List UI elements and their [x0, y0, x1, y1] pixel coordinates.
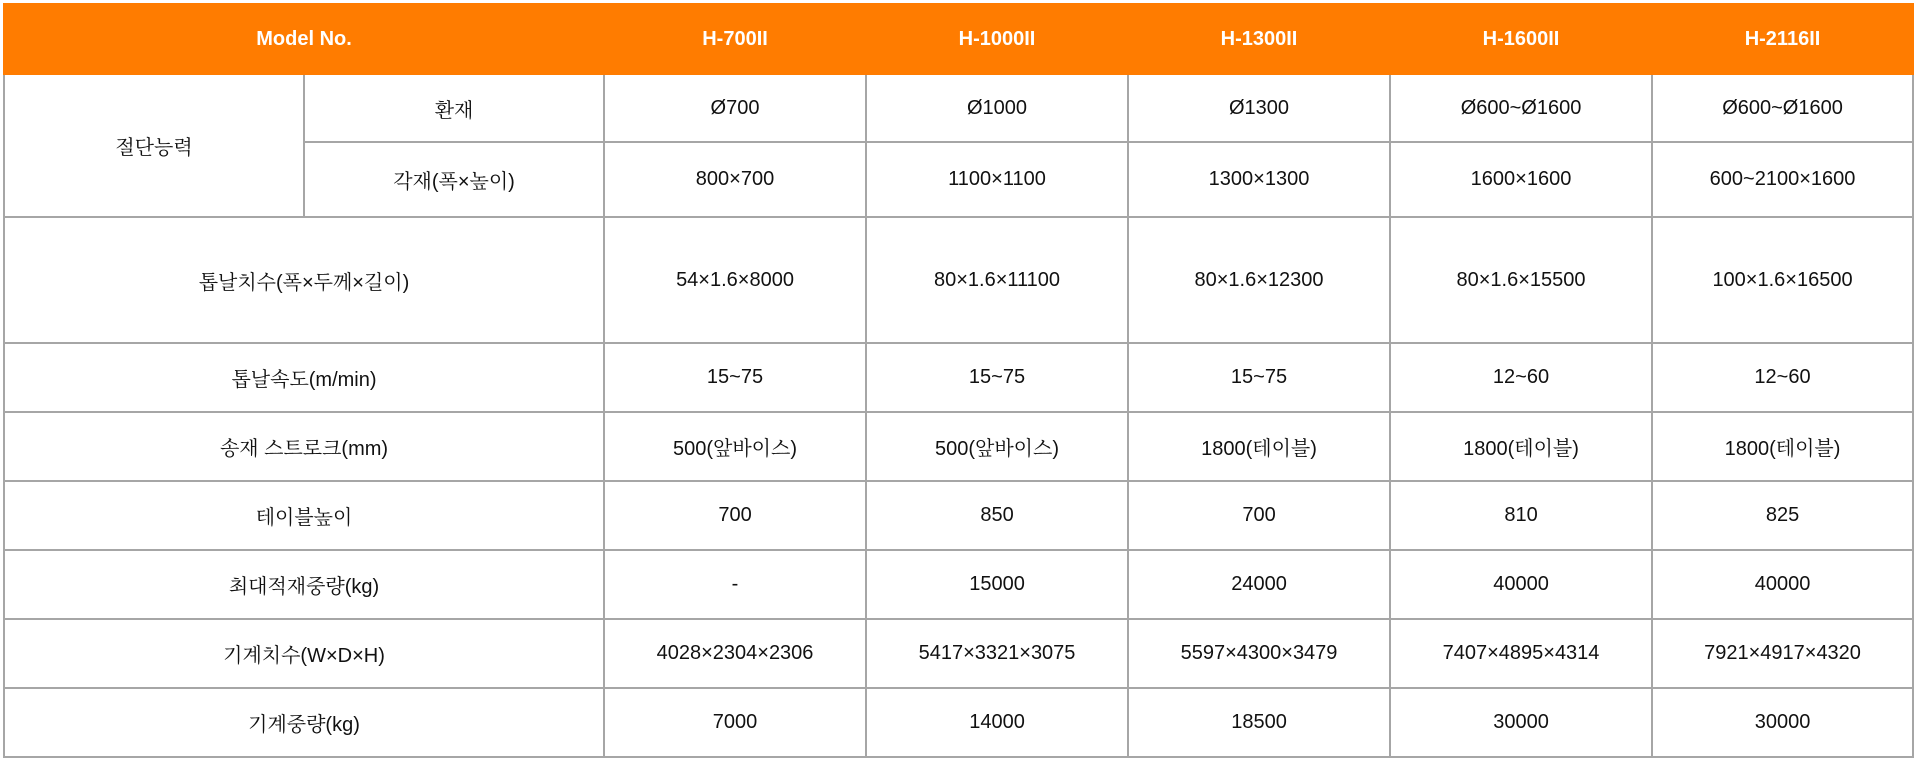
row-label: 기계중량(kg) — [4, 688, 604, 757]
row-label: 기계치수(W×D×H) — [4, 619, 604, 688]
table-cell: 30000 — [1390, 688, 1652, 757]
table-cell: 700 — [604, 481, 866, 550]
table-cell: 1100×1100 — [866, 142, 1128, 217]
table-cell: 100×1.6×16500 — [1652, 217, 1913, 343]
row-label: 송재 스트로크(mm) — [4, 412, 604, 481]
model-header: H-1000II — [866, 4, 1128, 74]
table-cell: 700 — [1128, 481, 1390, 550]
row-label: 톱날치수(폭×두께×길이) — [4, 217, 604, 343]
table-cell: Ø700 — [604, 74, 866, 142]
table-row — [4, 481, 1913, 550]
table-row — [4, 688, 1913, 757]
table-cell: 14000 — [866, 688, 1128, 757]
table-cell: 5417×3321×3075 — [866, 619, 1128, 688]
table-row — [4, 619, 1913, 688]
model-label: Model No. — [4, 4, 604, 74]
table-cell: 12~60 — [1390, 343, 1652, 412]
table-cell: 15~75 — [604, 343, 866, 412]
model-header: H-1300II — [1128, 4, 1390, 74]
table-cell: 30000 — [1652, 688, 1913, 757]
table-cell: 80×1.6×15500 — [1390, 217, 1652, 343]
table-cell: 40000 — [1652, 550, 1913, 619]
row-label: 최대적재중량(kg) — [4, 550, 604, 619]
table-cell: 1800(테이블) — [1390, 412, 1652, 481]
table-cell: 1300×1300 — [1128, 142, 1390, 217]
table-cell: 12~60 — [1652, 343, 1913, 412]
table-cell: 500(앞바이스) — [866, 412, 1128, 481]
spec-table — [3, 3, 1914, 758]
model-header: H-2116II — [1652, 4, 1913, 74]
table-cell: 15~75 — [866, 343, 1128, 412]
table-cell: 500(앞바이스) — [604, 412, 866, 481]
table-row — [4, 74, 1913, 142]
table-row — [4, 550, 1913, 619]
table-cell: 5597×4300×3479 — [1128, 619, 1390, 688]
table-cell: 810 — [1390, 481, 1652, 550]
table-cell: 600~2100×1600 — [1652, 142, 1913, 217]
table-cell: 54×1.6×8000 — [604, 217, 866, 343]
table-cell: Ø1000 — [866, 74, 1128, 142]
table-cell: 18500 — [1128, 688, 1390, 757]
table-cell: Ø600~Ø1600 — [1652, 74, 1913, 142]
table-cell: 40000 — [1390, 550, 1652, 619]
table-cell: 1600×1600 — [1390, 142, 1652, 217]
table-row — [4, 343, 1913, 412]
table-cell: 7921×4917×4320 — [1652, 619, 1913, 688]
table-cell: 1800(테이블) — [1128, 412, 1390, 481]
table-cell: 825 — [1652, 481, 1913, 550]
table-cell: Ø1300 — [1128, 74, 1390, 142]
table-cell: 800×700 — [604, 142, 866, 217]
row-label: 각재(폭×높이) — [304, 142, 604, 217]
table-cell: 850 — [866, 481, 1128, 550]
model-header: H-1600II — [1390, 4, 1652, 74]
table-cell: 4028×2304×2306 — [604, 619, 866, 688]
row-label: 톱날속도(m/min) — [4, 343, 604, 412]
table-row — [4, 412, 1913, 481]
table-cell: Ø600~Ø1600 — [1390, 74, 1652, 142]
table-cell: - — [604, 550, 866, 619]
table-cell: 1800(테이블) — [1652, 412, 1913, 481]
row-label: 테이블높이 — [4, 481, 604, 550]
table-cell: 24000 — [1128, 550, 1390, 619]
table-cell: 80×1.6×11100 — [866, 217, 1128, 343]
table-cell: 15~75 — [1128, 343, 1390, 412]
table-cell: 7000 — [604, 688, 866, 757]
table-cell: 80×1.6×12300 — [1128, 217, 1390, 343]
row-label: 환재 — [304, 74, 604, 142]
header-row — [4, 4, 1913, 74]
table-cell: 7407×4895×4314 — [1390, 619, 1652, 688]
model-header: H-700II — [604, 4, 866, 74]
table-cell: 15000 — [866, 550, 1128, 619]
cutting-group-label: 절단능력 — [4, 74, 304, 217]
table-row — [4, 217, 1913, 343]
